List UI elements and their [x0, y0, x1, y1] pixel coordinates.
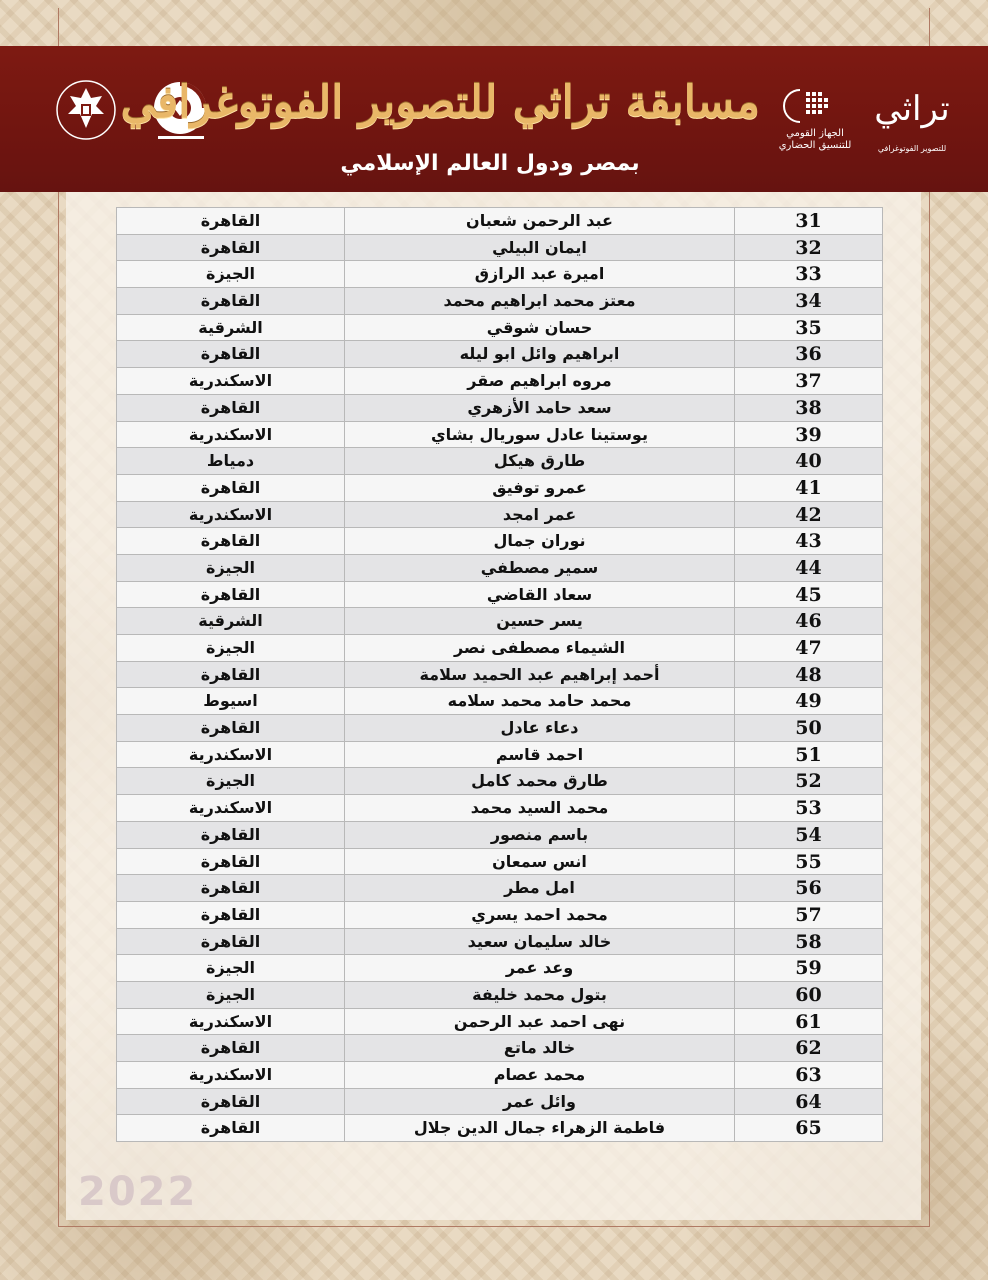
city-cell: الشرقية [117, 315, 345, 341]
number-cell: 41 [735, 475, 883, 501]
name-cell: باسم منصور [345, 822, 735, 848]
number-cell: 51 [735, 742, 883, 768]
page-title: مسابقة تراثي للتصوير الفوتوغرافي [120, 77, 760, 128]
table-row [117, 448, 883, 475]
number-cell: 61 [735, 1009, 883, 1035]
city-cell: القاهرة [117, 475, 345, 501]
name-cell: وعد عمر [345, 955, 735, 981]
table-row [117, 368, 883, 395]
city-cell: القاهرة [117, 341, 345, 367]
table-row [117, 582, 883, 609]
name-cell: محمد السيد محمد [345, 795, 735, 821]
name-cell: معتز محمد ابراهيم محمد [345, 288, 735, 314]
name-cell: محمد حامد محمد سلامه [345, 688, 735, 714]
name-cell: أحمد إبراهيم عبد الحميد سلامة [345, 662, 735, 688]
name-cell: امل مطر [345, 875, 735, 901]
name-cell: عمر امجد [345, 502, 735, 528]
participants-table [116, 207, 883, 1142]
name-cell: وائل عمر [345, 1089, 735, 1115]
name-cell: ايمان البيلي [345, 235, 735, 261]
number-cell: 34 [735, 288, 883, 314]
table-row [117, 1115, 883, 1142]
number-cell: 64 [735, 1089, 883, 1115]
city-cell: الاسكندرية [117, 1062, 345, 1088]
number-cell: 60 [735, 982, 883, 1008]
number-cell: 52 [735, 768, 883, 794]
city-cell: الشرقية [117, 608, 345, 634]
name-cell: نوران جمال [345, 528, 735, 554]
city-cell: دمياط [117, 448, 345, 474]
number-cell: 42 [735, 502, 883, 528]
city-cell: القاهرة [117, 875, 345, 901]
number-cell: 59 [735, 955, 883, 981]
turathi-logo-word: تراثي [874, 89, 950, 129]
name-cell: خالد سليمان سعيد [345, 929, 735, 955]
city-cell: القاهرة [117, 1115, 345, 1141]
name-cell: حسان شوقي [345, 315, 735, 341]
table-row [117, 555, 883, 582]
table-row [117, 261, 883, 288]
table-row [117, 395, 883, 422]
table-row [117, 1035, 883, 1062]
table-row [117, 849, 883, 876]
number-cell: 45 [735, 582, 883, 608]
number-cell: 55 [735, 849, 883, 875]
name-cell: خالد ماتع [345, 1035, 735, 1061]
name-cell: محمد عصام [345, 1062, 735, 1088]
city-cell: القاهرة [117, 1089, 345, 1115]
table-row [117, 315, 883, 342]
city-cell: القاهرة [117, 582, 345, 608]
table-row [117, 982, 883, 1009]
table-row [117, 662, 883, 689]
city-cell: اسيوط [117, 688, 345, 714]
table-row [117, 875, 883, 902]
page-subtitle: بمصر ودول العالم الإسلامي [340, 151, 640, 176]
table-row [117, 235, 883, 262]
turathi-logo [872, 84, 952, 166]
city-cell: الاسكندرية [117, 422, 345, 448]
name-cell: عبد الرحمن شعبان [345, 208, 735, 234]
table-row [117, 688, 883, 715]
number-cell: 35 [735, 315, 883, 341]
city-cell: الاسكندرية [117, 742, 345, 768]
table-row [117, 422, 883, 449]
table-row [117, 742, 883, 769]
number-cell: 43 [735, 528, 883, 554]
name-cell: بتول محمد خليفة [345, 982, 735, 1008]
table-row [117, 608, 883, 635]
city-cell: القاهرة [117, 528, 345, 554]
number-cell: 62 [735, 1035, 883, 1061]
city-cell: القاهرة [117, 849, 345, 875]
name-cell: سعد حامد الأزهري [345, 395, 735, 421]
table-row [117, 795, 883, 822]
nocc-logo-caption: الجهاز القومي للتنسيق الحضاري [778, 128, 852, 151]
city-cell: القاهرة [117, 395, 345, 421]
city-cell: الجيزة [117, 555, 345, 581]
name-cell: فاطمة الزهراء جمال الدين جلال [345, 1115, 735, 1141]
city-cell: الاسكندرية [117, 368, 345, 394]
name-cell: طارق محمد كامل [345, 768, 735, 794]
table-row [117, 1009, 883, 1036]
table-row [117, 208, 883, 235]
city-cell: القاهرة [117, 902, 345, 928]
number-cell: 33 [735, 261, 883, 287]
number-cell: 54 [735, 822, 883, 848]
number-cell: 37 [735, 368, 883, 394]
table-row [117, 715, 883, 742]
city-cell: الاسكندرية [117, 502, 345, 528]
number-cell: 32 [735, 235, 883, 261]
table-row [117, 528, 883, 555]
number-cell: 31 [735, 208, 883, 234]
number-cell: 48 [735, 662, 883, 688]
city-cell: القاهرة [117, 822, 345, 848]
table-row [117, 929, 883, 956]
city-cell: الاسكندرية [117, 1009, 345, 1035]
name-cell: سعاد القاضي [345, 582, 735, 608]
city-cell: الجيزة [117, 982, 345, 1008]
city-cell: القاهرة [117, 235, 345, 261]
national-organization-urban-harmony-logo [770, 80, 860, 154]
name-cell: محمد احمد يسري [345, 902, 735, 928]
number-cell: 65 [735, 1115, 883, 1141]
turathi-logo-tagline: للتصوير الفوتوغرافي [877, 144, 947, 153]
name-cell: عمرو توفيق [345, 475, 735, 501]
name-cell: يوستينا عادل سوريال بشاي [345, 422, 735, 448]
number-cell: 36 [735, 341, 883, 367]
number-cell: 38 [735, 395, 883, 421]
number-cell: 46 [735, 608, 883, 634]
city-cell: الاسكندرية [117, 795, 345, 821]
name-cell: دعاء عادل [345, 715, 735, 741]
number-cell: 44 [735, 555, 883, 581]
name-cell: مروه ابراهيم صقر [345, 368, 735, 394]
number-cell: 57 [735, 902, 883, 928]
name-cell: اميرة عبد الرازق [345, 261, 735, 287]
table-row [117, 635, 883, 662]
table-row [117, 288, 883, 315]
number-cell: 58 [735, 929, 883, 955]
name-cell: احمد قاسم [345, 742, 735, 768]
name-cell: انس سمعان [345, 849, 735, 875]
table-row [117, 502, 883, 529]
number-cell: 39 [735, 422, 883, 448]
city-cell: القاهرة [117, 1035, 345, 1061]
number-cell: 50 [735, 715, 883, 741]
number-cell: 47 [735, 635, 883, 661]
table-row [117, 768, 883, 795]
number-cell: 56 [735, 875, 883, 901]
city-cell: القاهرة [117, 929, 345, 955]
name-cell: ابراهيم وائل ابو ليله [345, 341, 735, 367]
name-cell: سمير مصطفي [345, 555, 735, 581]
table-row [117, 902, 883, 929]
city-cell: الجيزة [117, 261, 345, 287]
table-row [117, 475, 883, 502]
city-cell: القاهرة [117, 662, 345, 688]
city-cell: القاهرة [117, 715, 345, 741]
number-cell: 53 [735, 795, 883, 821]
table-row [117, 1062, 883, 1089]
number-cell: 63 [735, 1062, 883, 1088]
name-cell: نهى احمد عبد الرحمن [345, 1009, 735, 1035]
name-cell: الشيماء مصطفى نصر [345, 635, 735, 661]
city-cell: الجيزة [117, 635, 345, 661]
table-row [117, 341, 883, 368]
name-cell: طارق هيكل [345, 448, 735, 474]
city-cell: الجيزة [117, 955, 345, 981]
table-row [117, 955, 883, 982]
name-cell: يسر حسين [345, 608, 735, 634]
city-cell: القاهرة [117, 288, 345, 314]
table-row [117, 822, 883, 849]
number-cell: 49 [735, 688, 883, 714]
year-watermark: 2022 [78, 1169, 198, 1215]
city-cell: الجيزة [117, 768, 345, 794]
table-row [117, 1089, 883, 1116]
egypt-eagle-emblem-logo [44, 78, 128, 142]
number-cell: 40 [735, 448, 883, 474]
city-cell: القاهرة [117, 208, 345, 234]
